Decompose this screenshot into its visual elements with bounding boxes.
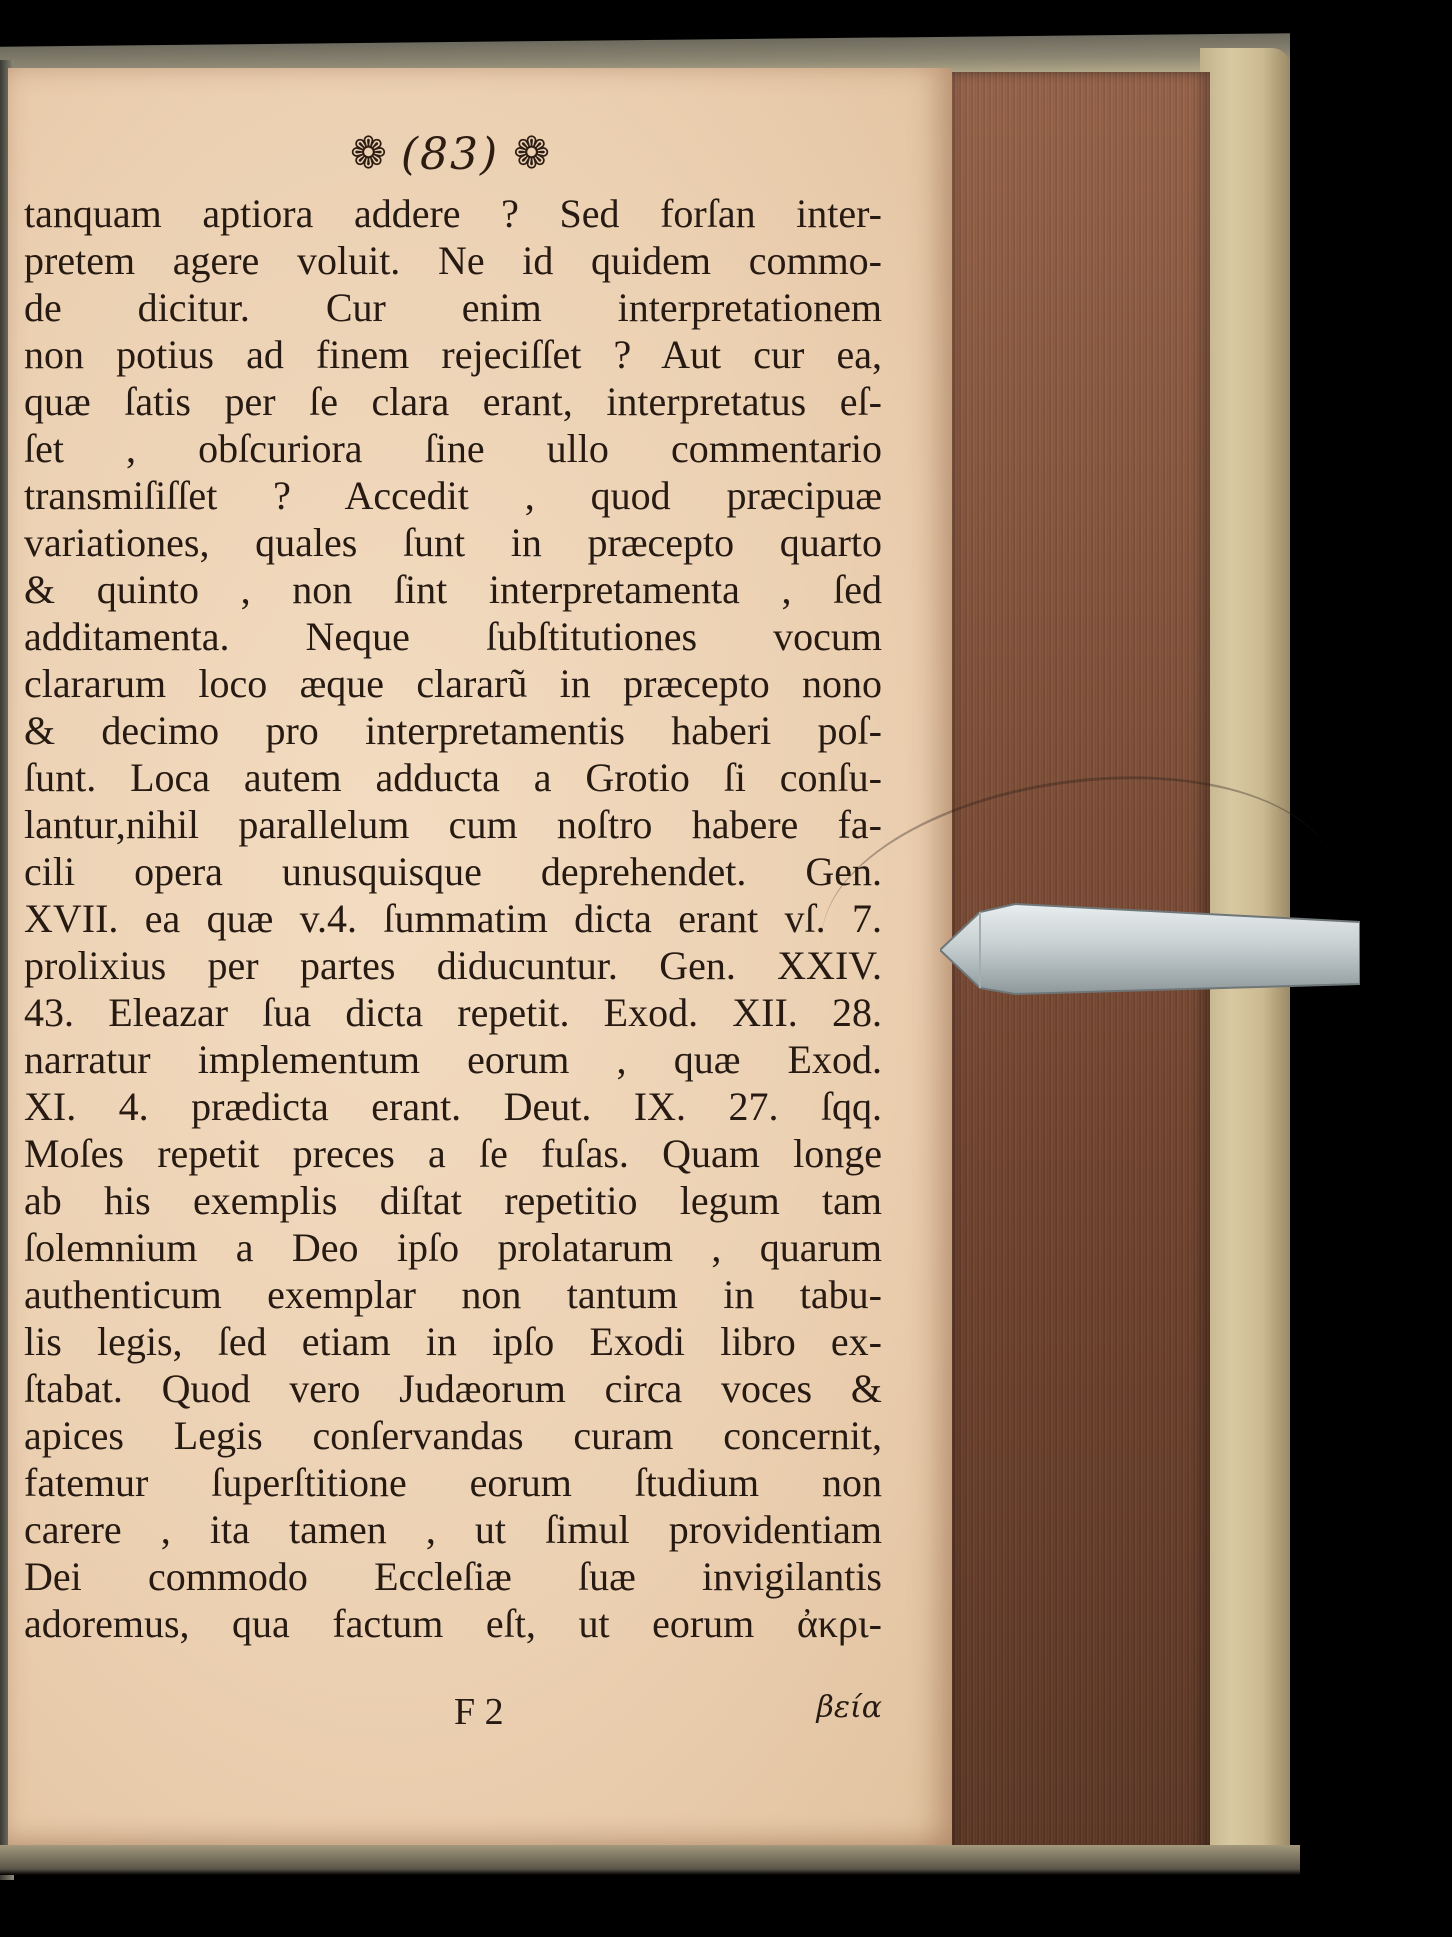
- text-line: 43. Eleazar ſua dicta repetit. Exod. XII. 28.: [24, 990, 882, 1035]
- page-header: [310, 124, 590, 184]
- text-line: XVII. ea quæ v.4. ſummatim dicta erant vſ. 7.: [24, 896, 882, 941]
- book-bottom-edge: [0, 1845, 1300, 1875]
- body-text: [24, 190, 882, 1647]
- text-line: ſtabat. Quod vero Judæorum circa voces &: [24, 1366, 882, 1411]
- page-footer: [24, 1690, 882, 1740]
- text-line: quæ ſatis per ſe clara erant, interpretatus eſ-: [24, 379, 882, 424]
- text-line: XI. 4. prædicta erant. Deut. IX. 27. ſqq.: [24, 1084, 882, 1129]
- text-line: pretem agere voluit. Ne id quidem commo-: [24, 238, 882, 283]
- text-line: narratur implementum eorum , quæ Exod.: [24, 1037, 882, 1082]
- text-line: ſunt. Loca autem adducta a Grotio ſi conſu-: [24, 755, 882, 800]
- text-line: & quinto , non ſint interpretamenta , ſed: [24, 567, 882, 612]
- flower-ornament-icon: ❁: [513, 128, 551, 179]
- text-line: carere , ita tamen , ut ſimul providentiam: [24, 1507, 882, 1552]
- text-line: ſet , obſcuriora ſine ullo commentario: [24, 426, 882, 471]
- signature-mark: F 2: [454, 1691, 504, 1733]
- text-line: de dicitur. Cur enim interpretationem: [24, 285, 882, 330]
- text-line: variationes, quales ſunt in præcepto quarto: [24, 520, 882, 565]
- text-line: non potius ad finem rejeciſſet ? Aut cur ea,: [24, 332, 882, 377]
- text-line: ab his exemplis diſtat repetitio legum tam: [24, 1178, 882, 1223]
- metal-clip-icon: [940, 902, 1360, 996]
- text-line: tanquam aptiora addere ? Sed forſan inter-: [24, 191, 882, 236]
- text-line: & decimo pro interpretamentis haberi poſ-: [24, 708, 882, 753]
- text-line: lantur,nihil parallelum cum noſtro habere fa-: [24, 802, 882, 847]
- page-number: (83): [400, 128, 500, 180]
- text-line: lis legis, ſed etiam in ipſo Exodi libro ex-: [24, 1319, 882, 1364]
- text-line: adoremus, qua factum eſt, ut eorum ἀκρι-: [24, 1601, 882, 1646]
- text-line: ſolemnium a Deo ipſo prolatarum , quarum: [24, 1225, 882, 1270]
- text-line: prolixius per partes diducuntur. Gen. XXIV.: [24, 943, 882, 988]
- text-line: authenticum exemplar non tantum in tabu-: [24, 1272, 882, 1317]
- text-line: additamenta. Neque ſubſtitutiones vocum: [24, 614, 882, 659]
- text-line: cili opera unusquisque deprehendet. Gen.: [24, 849, 882, 894]
- text-line: Moſes repetit preces a ſe fuſas. Quam longe: [24, 1131, 882, 1176]
- text-line: transmiſiſſet ? Accedit , quod præcipuæ: [24, 473, 882, 518]
- text-line: clararum loco æque clararũ in præcepto nono: [24, 661, 882, 706]
- flower-ornament-icon: ❁: [349, 128, 387, 179]
- text-line: Dei commodo Eccleſiæ ſuæ invigilantis: [24, 1554, 882, 1599]
- text-line: fatemur ſuperſtitione eorum ſtudium non: [24, 1460, 882, 1505]
- catchword: βεία: [816, 1690, 882, 1725]
- text-line: apices Legis conſervandas curam concernit,: [24, 1413, 882, 1458]
